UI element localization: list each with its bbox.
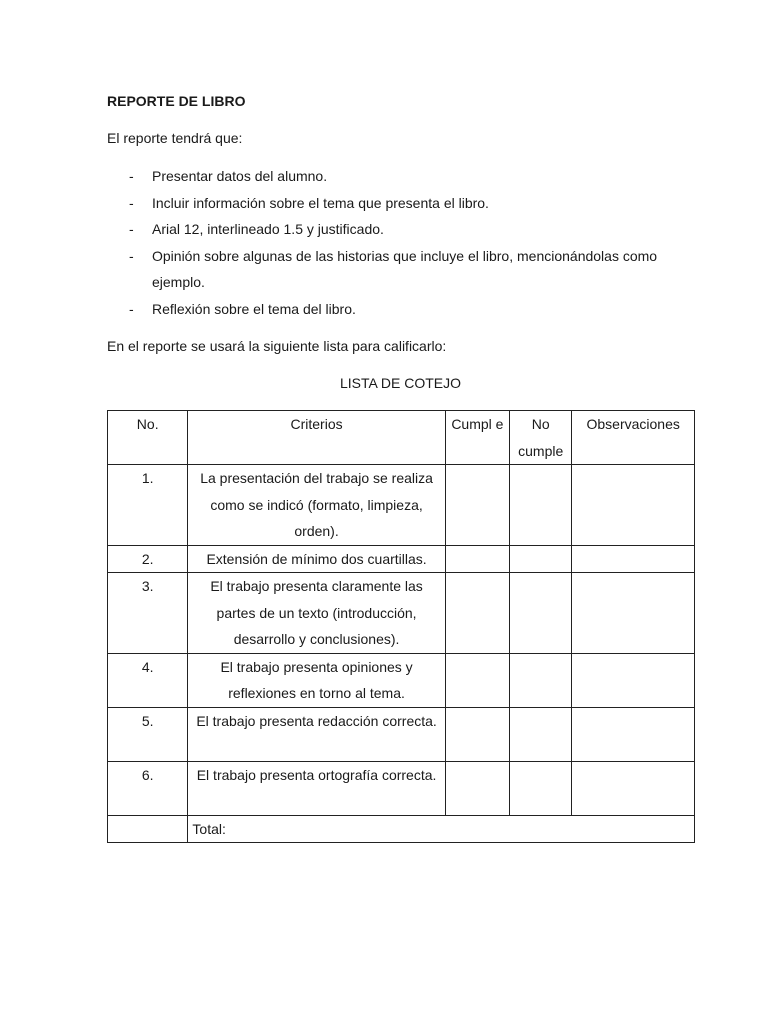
- row-criterio: El trabajo presenta claramente las partes de un texto (introducción, desarrollo y conclusiones).: [188, 573, 445, 654]
- table-title: LISTA DE COTEJO: [339, 375, 462, 391]
- observaciones-cell[interactable]: [572, 653, 695, 707]
- cumple-cell[interactable]: [445, 761, 509, 815]
- list-item: [107, 243, 667, 296]
- table-header-row: [108, 411, 695, 465]
- requirement-text: Incluir información sobre el tema que presenta el libro.: [152, 194, 489, 211]
- grading-intro-text: En el reporte se usará la siguiente lista para calificarlo:: [107, 338, 447, 354]
- bullet-dash: -: [129, 168, 134, 184]
- list-item: [107, 190, 667, 217]
- no-cumple-cell[interactable]: [510, 761, 572, 815]
- no-cumple-cell[interactable]: [510, 573, 572, 654]
- bullet-dash: -: [129, 194, 134, 211]
- cumple-cell[interactable]: [445, 653, 509, 707]
- total-label: Total:: [188, 815, 695, 843]
- cumple-cell[interactable]: [445, 465, 509, 546]
- no-cumple-cell[interactable]: [510, 545, 572, 573]
- table-row: [108, 761, 695, 815]
- cumple-cell[interactable]: [445, 707, 509, 761]
- requirement-text: Presentar datos del alumno.: [152, 168, 328, 184]
- row-criterio: La presentación del trabajo se realiza como se indicó (formato, limpieza, orden).: [188, 465, 445, 546]
- row-number: 3.: [108, 573, 188, 654]
- header-observaciones: Observaciones: [572, 411, 695, 465]
- table-row: [108, 545, 695, 573]
- cumple-cell[interactable]: [445, 545, 509, 573]
- page-title: REPORTE DE LIBRO: [107, 93, 246, 109]
- row-criterio: Extensión de mínimo dos cuartillas.: [188, 545, 445, 573]
- row-number: 1.: [108, 465, 188, 546]
- row-number: 6.: [108, 761, 188, 815]
- total-empty-cell: [108, 815, 188, 843]
- bullet-dash: -: [129, 221, 134, 237]
- row-number: 4.: [108, 653, 188, 707]
- header-cumple: Cumpl e: [445, 411, 509, 465]
- cumple-cell[interactable]: [445, 573, 509, 654]
- no-cumple-cell[interactable]: [510, 465, 572, 546]
- list-item: [107, 296, 667, 323]
- row-number: 2.: [108, 545, 188, 573]
- table-row: [108, 653, 695, 707]
- table-row: [108, 707, 695, 761]
- checklist-table: [107, 410, 695, 843]
- row-criterio: El trabajo presenta opiniones y reflexiones en torno al tema.: [188, 653, 445, 707]
- observaciones-cell[interactable]: [572, 707, 695, 761]
- list-item: [107, 163, 667, 190]
- total-row: [108, 815, 695, 843]
- header-no: No.: [108, 411, 188, 465]
- no-cumple-cell[interactable]: [510, 653, 572, 707]
- requirements-list: [107, 163, 667, 322]
- row-criterio: El trabajo presenta ortografía correcta.: [188, 761, 445, 815]
- observaciones-cell[interactable]: [572, 761, 695, 815]
- requirement-text: Reflexión sobre el tema del libro.: [152, 300, 356, 317]
- bullet-dash: -: [129, 247, 134, 264]
- table-row: [108, 573, 695, 654]
- table-row: [108, 465, 695, 546]
- requirement-text: Arial 12, interlineado 1.5 y justificado.: [152, 221, 384, 237]
- observaciones-cell[interactable]: [572, 545, 695, 573]
- row-number: 5.: [108, 707, 188, 761]
- header-criterios: Criterios: [188, 411, 445, 465]
- observaciones-cell[interactable]: [572, 573, 695, 654]
- observaciones-cell[interactable]: [572, 465, 695, 546]
- no-cumple-cell[interactable]: [510, 707, 572, 761]
- bullet-dash: -: [129, 300, 134, 317]
- requirement-text: Opinión sobre algunas de las historias que incluye el libro, mencionándolas como ejemplo.: [152, 247, 658, 290]
- list-item: [107, 216, 667, 243]
- intro-text: El reporte tendrá que:: [107, 130, 243, 146]
- row-criterio: El trabajo presenta redacción correcta.: [188, 707, 445, 761]
- header-no-cumple: No cumple: [510, 411, 572, 465]
